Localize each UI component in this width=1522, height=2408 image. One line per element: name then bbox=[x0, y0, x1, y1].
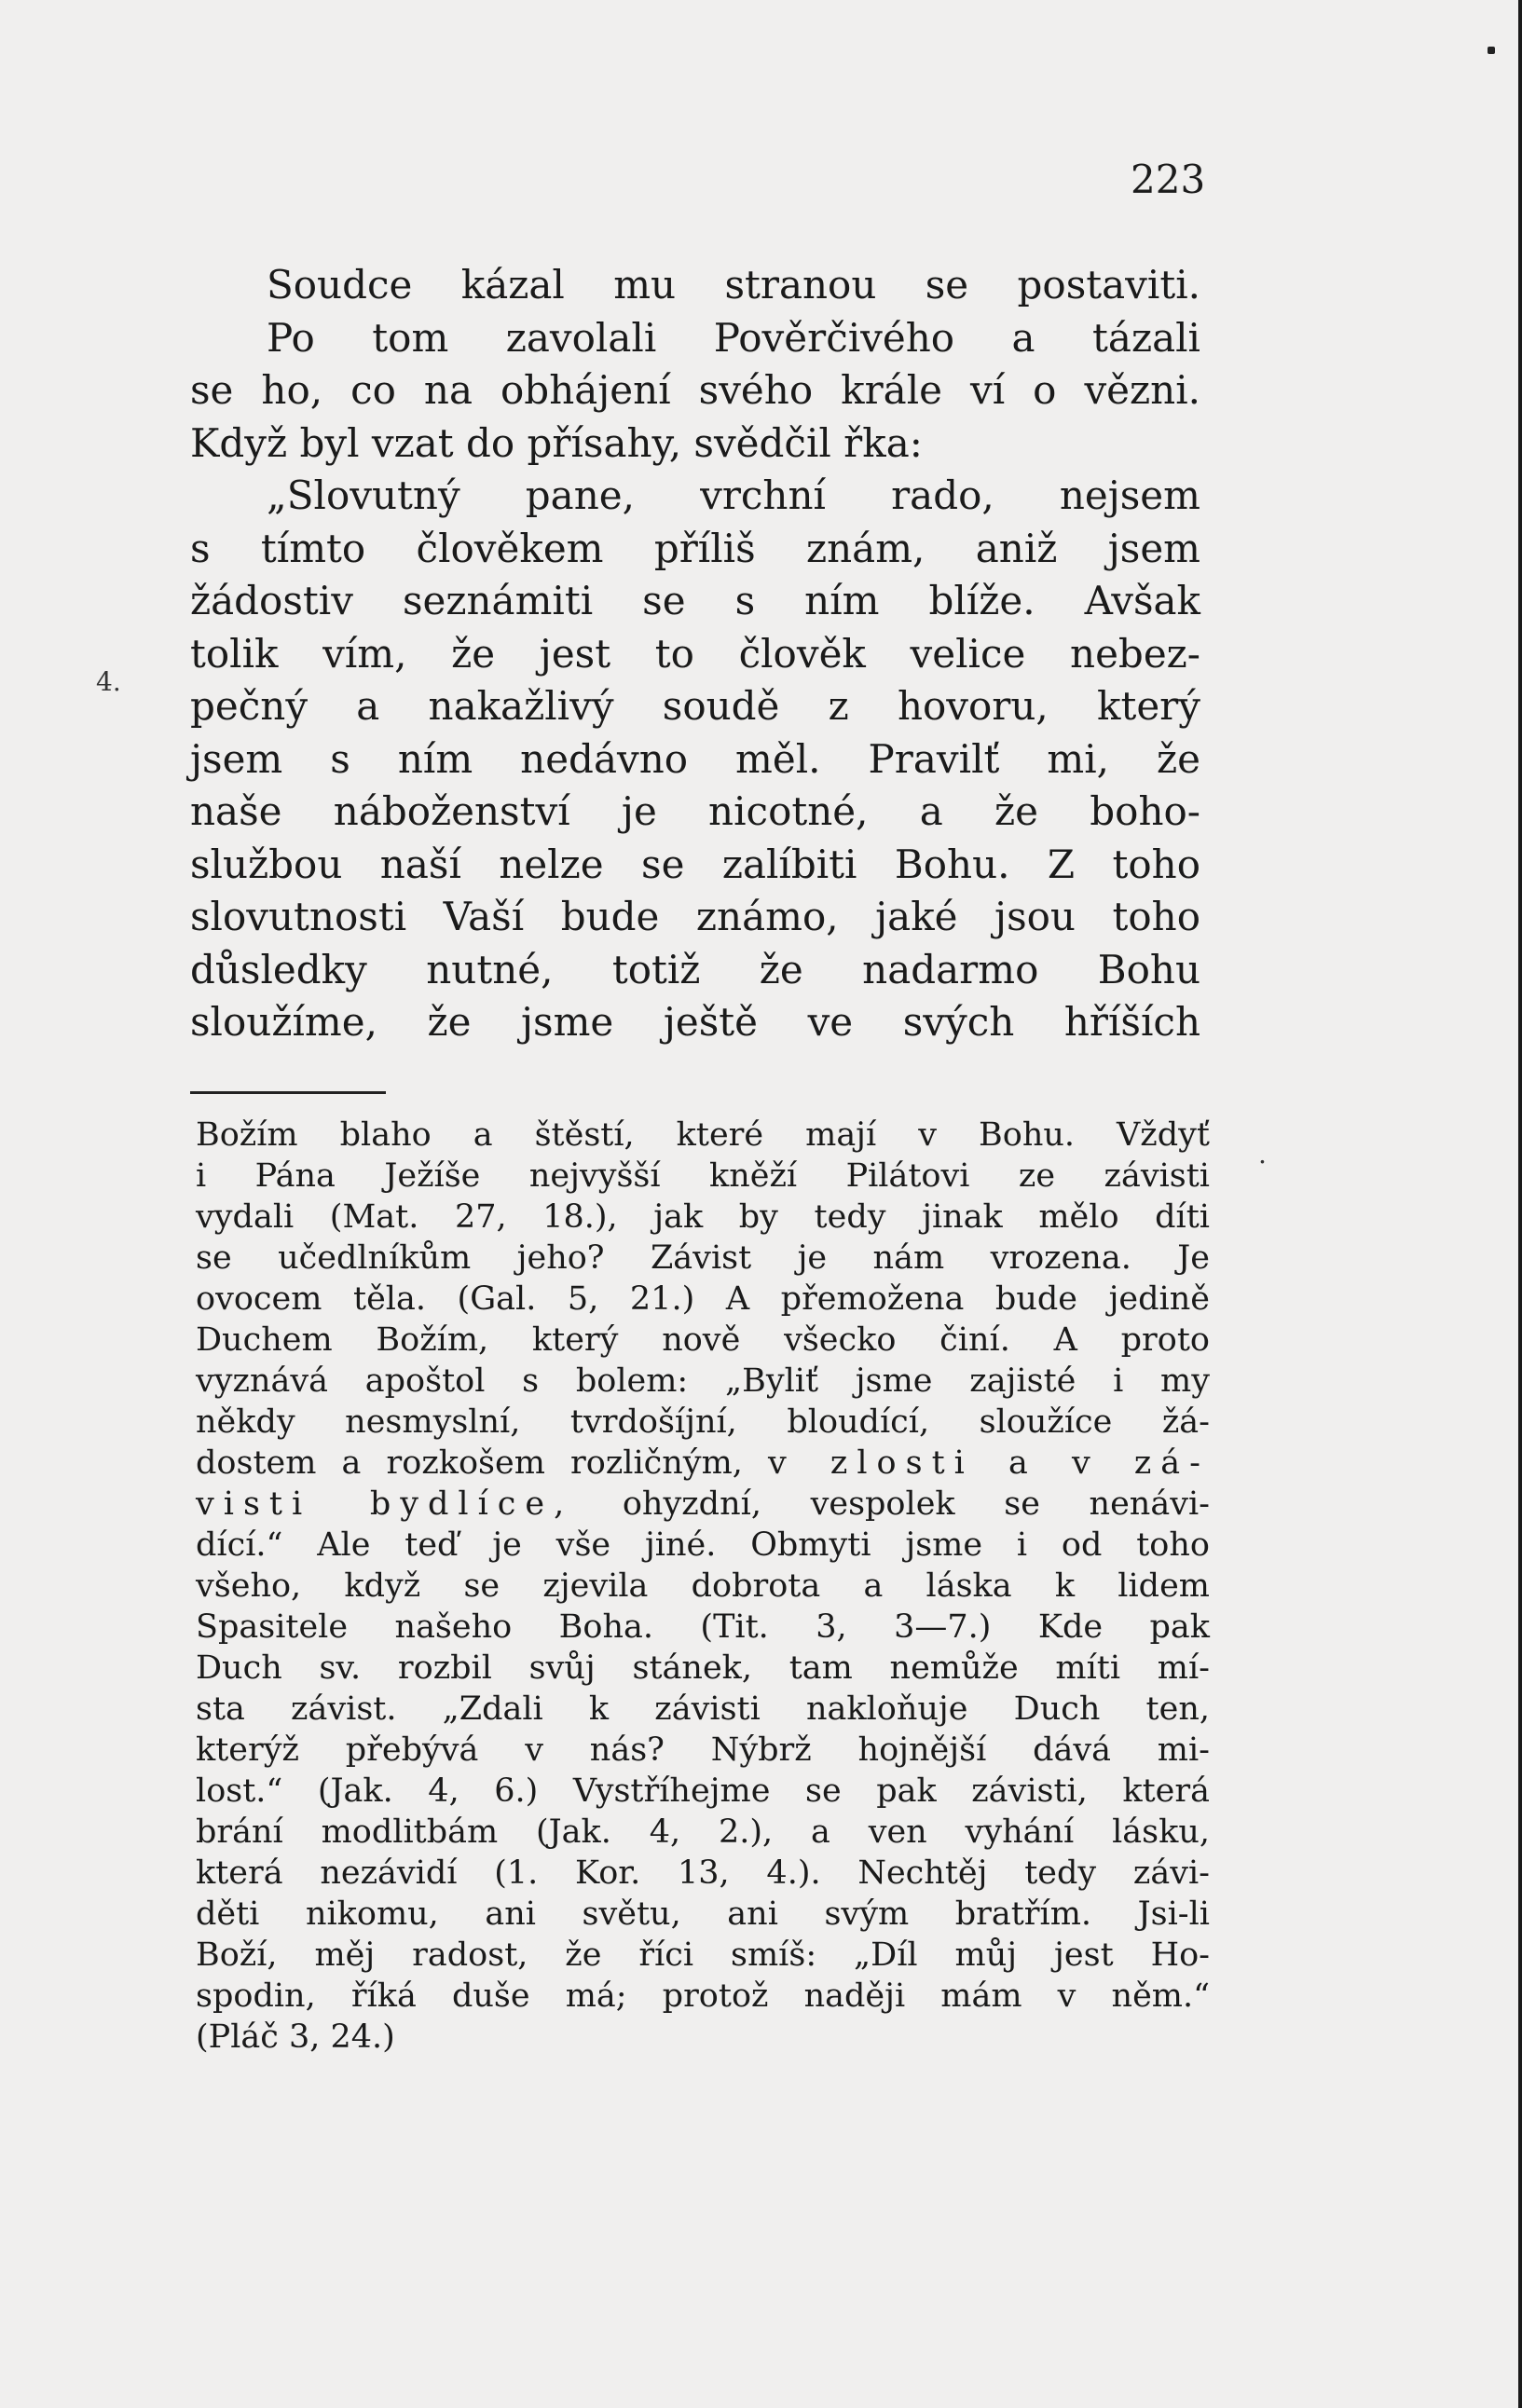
footnote bbox=[196, 1115, 1210, 2058]
footnote-line: se učedlníkům jeho? Závist je nám vrozena. Je bbox=[196, 1239, 1210, 1277]
footnote-line: Duch sv. rozbil svůj stánek, tam nemůže míti mí- bbox=[196, 1649, 1210, 1687]
text-line: sloužíme, že jsme ještě ve svých hříších bbox=[190, 999, 1200, 1045]
margin-mark: 4. bbox=[96, 666, 121, 697]
text-line: slovutnosti Vaší bude známo, jaké jsou toho bbox=[190, 894, 1200, 939]
footnote-divider bbox=[190, 1091, 386, 1094]
footnote-line: sta závist. „Zdali k závisti nakloňuje Duch ten, bbox=[196, 1690, 1210, 1728]
footnote-line: děti nikomu, ani světu, ani svým bratřím. Jsi-li bbox=[196, 1895, 1210, 1933]
footnote-line: (Pláč 3, 24.) bbox=[196, 2018, 395, 2056]
text-line: tolik vím, že jest to člověk velice nebez- bbox=[190, 630, 1200, 677]
footnote-line: brání modlitbám (Jak. 4, 2.), a ven vyhání lásku, bbox=[196, 1813, 1210, 1851]
text-line: důsledky nutné, totiž že nadarmo Bohu bbox=[190, 946, 1200, 992]
footnote-margin-mark: . bbox=[1258, 1139, 1267, 1170]
footnote-line: vydali (Mat. 27, 18.), jak by tedy jinak mělo díti bbox=[196, 1198, 1210, 1236]
text-line: se ho, co na obhájení svého krále ví o vězni. bbox=[190, 367, 1200, 413]
footnote-text: dostem a rozkošem rozličným, bbox=[196, 1444, 769, 1482]
footnote-line: Boží, měj radost, že říci smíš: „Díl můj jest Ho- bbox=[196, 1936, 1210, 1974]
footnote-line: i Pána Ježíše nejvyšší kněží Pilátovi ze závisti bbox=[196, 1157, 1210, 1195]
footnote-line: Spasitele našeho Boha. (Tit. 3, 3—7.) Kde pak bbox=[196, 1608, 1210, 1646]
spaced-emphasis: visti bydlíce, bbox=[196, 1485, 574, 1523]
footnote-line: spodin, říká duše má; protož naději mám v něm.“ bbox=[196, 1977, 1210, 2015]
text-line: pečný a nakažlivý soudě z hovoru, který bbox=[190, 683, 1200, 729]
text-line: žádostiv seznámiti se s ním blíže. Avšak bbox=[190, 578, 1200, 623]
text-line: Soudce kázal mu stranou se postaviti. bbox=[267, 262, 1200, 308]
text-line: jsem s ním nedávno měl. Pravilť mi, že bbox=[190, 735, 1200, 782]
footnote-line: Božím blaho a štěstí, které mají v Bohu. Vždyť bbox=[196, 1116, 1210, 1154]
text-line: Po tom zavolali Pověrčivého a tázali bbox=[267, 314, 1200, 361]
footnote-line: dící.“ Ale teď je vše jiné. Obmyti jsme i od toho bbox=[196, 1526, 1210, 1564]
footnote-line: Duchem Božím, který nově všecko činí. A proto bbox=[196, 1321, 1210, 1359]
spaced-emphasis: v zlosti a v zá- bbox=[768, 1444, 1210, 1482]
text-line: Když byl vzat do přísahy, svědčil řka: bbox=[190, 419, 923, 466]
footnote-text: ohyzdní, vespolek se nenávi- bbox=[573, 1485, 1210, 1523]
footnote-line bbox=[196, 1443, 1210, 1484]
footnote-line bbox=[196, 1484, 1210, 1525]
main-text bbox=[190, 259, 1200, 1049]
footnote-line: ovocem těla. (Gal. 5, 21.) A přemožena bude jedině bbox=[196, 1280, 1210, 1318]
footnote-line: někdy nesmyslní, tvrdošíjní, bloudící, sloužíce žá- bbox=[196, 1403, 1210, 1441]
footnote-line: lost.“ (Jak. 4, 6.) Vystříhejme se pak závisti, která bbox=[196, 1772, 1210, 1810]
page-number: 223 bbox=[1131, 157, 1206, 202]
text-line: s tímto člověkem příliš znám, aniž jsem bbox=[190, 525, 1200, 571]
footnote-line: vyznává apoštol s bolem: „Byliť jsme zajisté i my bbox=[196, 1362, 1210, 1400]
footnote-line: kterýž přebývá v nás? Nýbrž hojnější dává mi- bbox=[196, 1731, 1210, 1769]
footnote-line: která nezávidí (1. Kor. 13, 4.). Nechtěj tedy závi- bbox=[196, 1854, 1210, 1892]
edge-mark bbox=[1488, 47, 1495, 54]
text-line: službou naší nelze se zalíbiti Bohu. Z toho bbox=[190, 841, 1200, 887]
text-line: „Slovutný pane, vrchní rado, nejsem bbox=[267, 472, 1200, 518]
text-line: naše náboženství je nicotné, a že boho- bbox=[190, 788, 1200, 834]
footnote-line: všeho, když se zjevila dobrota a láska k lidem bbox=[196, 1567, 1210, 1605]
